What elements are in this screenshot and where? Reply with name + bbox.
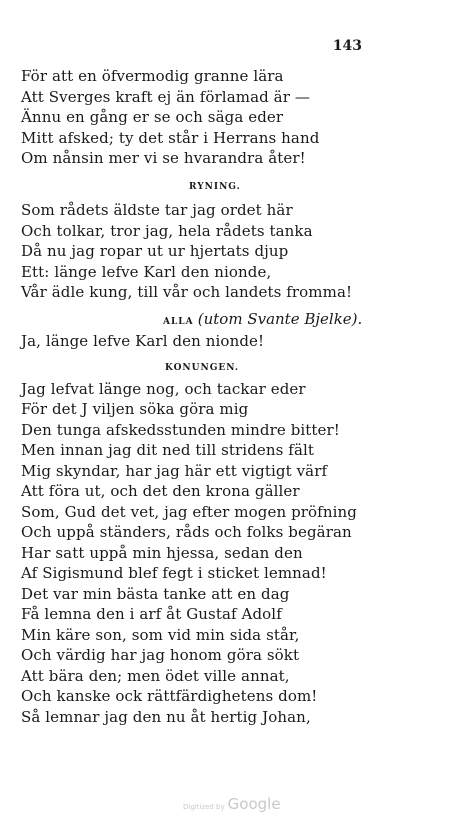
verse-line: Jag lefvat länge nog, och tackar eder — [21, 380, 306, 398]
verse-line: Och uppå ständers, råds och folks begäran — [21, 523, 352, 541]
page-number: 143 — [332, 38, 362, 54]
verse-line: Det var min bästa tanke att en dag — [21, 585, 290, 603]
verse-line: Af Sigismund blef fegt i sticket lemnad! — [21, 564, 327, 582]
verse-line: Om nånsin mer vi se hvarandra åter! — [21, 149, 306, 167]
verse-line: Mitt afsked; ty det står i Herrans hand — [21, 129, 320, 147]
verse-line: Den tunga afskedsstunden mindre bitter! — [21, 421, 340, 439]
verse-line: Som, Gud det vet, jag efter mogen pröfning — [21, 503, 357, 521]
watermark-brand: Google — [227, 795, 281, 813]
verse-line: För att en öfvermodig granne lära — [21, 67, 284, 85]
speaker-name-alla: ALLA — [163, 317, 194, 327]
verse-line: Då nu jag ropar ut ur hjertats djup — [21, 242, 289, 260]
speaker-name-ryning: RYNING. — [189, 182, 241, 192]
verse-line: Och värdig har jag honom göra sökt — [21, 646, 300, 664]
verse-line: Min käre son, som vid min sida står, — [21, 626, 300, 644]
verse-line: Att Sverges kraft ej än förlamad är — — [21, 88, 310, 106]
verse-line: Att föra ut, och det den krona gäller — [21, 482, 300, 500]
verse-line: Har satt uppå min hjessa, sedan den — [21, 544, 303, 562]
verse-line: Ett: länge lefve Karl den nionde, — [21, 263, 272, 281]
speaker-name-konungen: KONUNGEN. — [165, 363, 240, 373]
verse-line: Och tolkar, tror jag, hela rådets tanka — [21, 222, 313, 240]
verse-line: Mig skyndar, har jag här ett vigtigt värf — [21, 462, 328, 480]
verse-line: Men innan jag dit ned till stridens fält — [21, 441, 315, 459]
verse-line: Och kanske ock rättfärdighetens dom! — [21, 687, 318, 705]
verse-line: Vår ädle kung, till vår och landets fromma! — [21, 283, 353, 301]
verse-line: Att bära den; men ödet ville annat, — [21, 667, 290, 685]
verse-line: Så lemnar jag den nu åt hertig Johan, — [21, 708, 311, 726]
stage-direction: (utom Svante Bjelke). — [197, 310, 363, 328]
verse-line: För det J viljen söka göra mig — [21, 400, 249, 418]
verse-line: Ännu en gång er se och säga eder — [21, 108, 284, 126]
verse-line: Som rådets äldste tar jag ordet här — [21, 201, 293, 219]
watermark-prefix: Digitized by — [183, 803, 225, 811]
verse-line: Få lemna den i arf åt Gustaf Adolf — [21, 605, 282, 623]
digitization-watermark — [183, 794, 281, 813]
verse-line: Ja, länge lefve Karl den nionde! — [21, 332, 265, 350]
speaker-heading-alla — [163, 310, 362, 328]
